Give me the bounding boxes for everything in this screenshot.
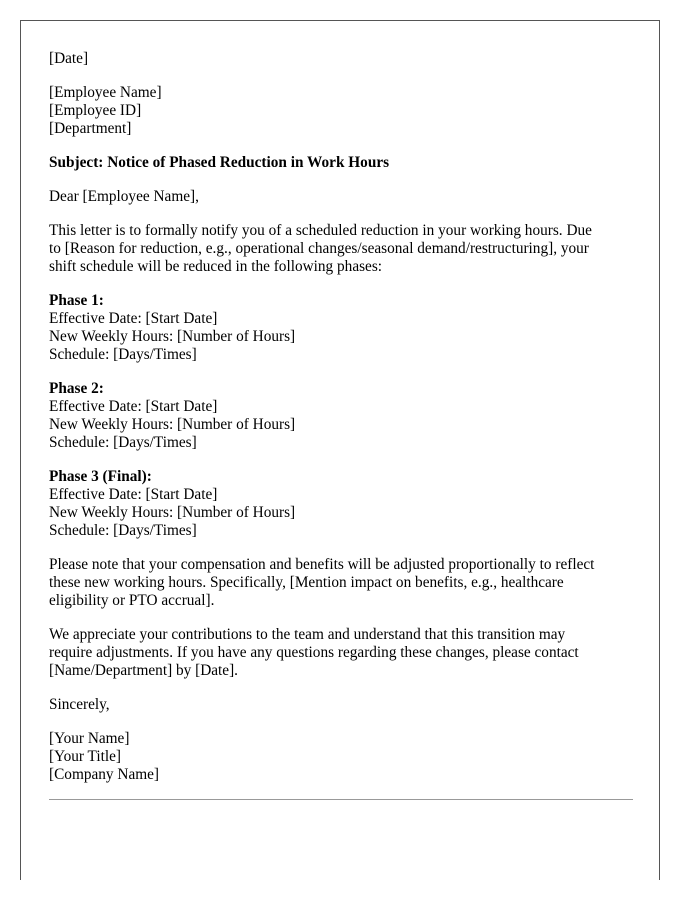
letter-page (20, 20, 660, 880)
paragraph-line: to [Reason for reduction, e.g., operational changes/seasonal demand/restructuring], your (49, 240, 589, 257)
employee-department: [Department] (49, 120, 132, 137)
letter-body (49, 50, 633, 800)
salutation-block (49, 188, 633, 206)
appreciation-paragraph (49, 626, 633, 680)
employee-id: [Employee ID] (49, 102, 142, 119)
paragraph-line: require adjustments. If you have any questions regarding these changes, please contact (49, 644, 579, 661)
subject-block (49, 154, 633, 172)
signature-block (49, 730, 633, 784)
paragraph-line: eligibility or PTO accrual]. (49, 592, 215, 609)
phase-effective-date: Effective Date: [Start Date] (49, 398, 218, 415)
phase-title: Phase 2: (49, 380, 104, 397)
letter-subject: Subject: Notice of Phased Reduction in Work Hours (49, 154, 390, 171)
compensation-paragraph (49, 556, 633, 610)
phase-weekly-hours: New Weekly Hours: [Number of Hours] (49, 504, 296, 521)
sender-name: [Your Name] (49, 730, 130, 747)
phase-weekly-hours: New Weekly Hours: [Number of Hours] (49, 328, 296, 345)
phase-effective-date: Effective Date: [Start Date] (49, 310, 218, 327)
phase-block (49, 468, 633, 540)
closing-block (49, 696, 633, 714)
paragraph-line: [Name/Department] by [Date]. (49, 662, 239, 679)
employee-name: [Employee Name] (49, 84, 162, 101)
phase-effective-date: Effective Date: [Start Date] (49, 486, 218, 503)
paragraph-line: shift schedule will be reduced in the following phases: (49, 258, 383, 275)
phase-schedule: Schedule: [Days/Times] (49, 434, 197, 451)
paragraph-line: Please note that your compensation and benefits will be adjusted proportionally to reflect (49, 556, 595, 573)
date-block (49, 50, 633, 68)
paragraph-line: We appreciate your contributions to the team and understand that this transition may (49, 626, 566, 643)
intro-paragraph (49, 222, 633, 276)
phase-schedule: Schedule: [Days/Times] (49, 522, 197, 539)
phase-block (49, 292, 633, 364)
phase-weekly-hours: New Weekly Hours: [Number of Hours] (49, 416, 296, 433)
phase-block (49, 380, 633, 452)
salutation: Dear [Employee Name], (49, 188, 199, 205)
paragraph-line: This letter is to formally notify you of a scheduled reduction in your working hours. Due (49, 222, 592, 239)
phase-title: Phase 3 (Final): (49, 468, 152, 485)
paragraph-line: these new working hours. Specifically, [Mention impact on benefits, e.g., healthcare (49, 574, 564, 591)
footer-divider (49, 799, 633, 800)
recipient-block (49, 84, 633, 138)
phase-title: Phase 1: (49, 292, 104, 309)
closing: Sincerely, (49, 696, 110, 713)
letter-date: [Date] (49, 50, 89, 67)
sender-title: [Your Title] (49, 748, 121, 765)
phase-schedule: Schedule: [Days/Times] (49, 346, 197, 363)
company-name: [Company Name] (49, 766, 160, 783)
